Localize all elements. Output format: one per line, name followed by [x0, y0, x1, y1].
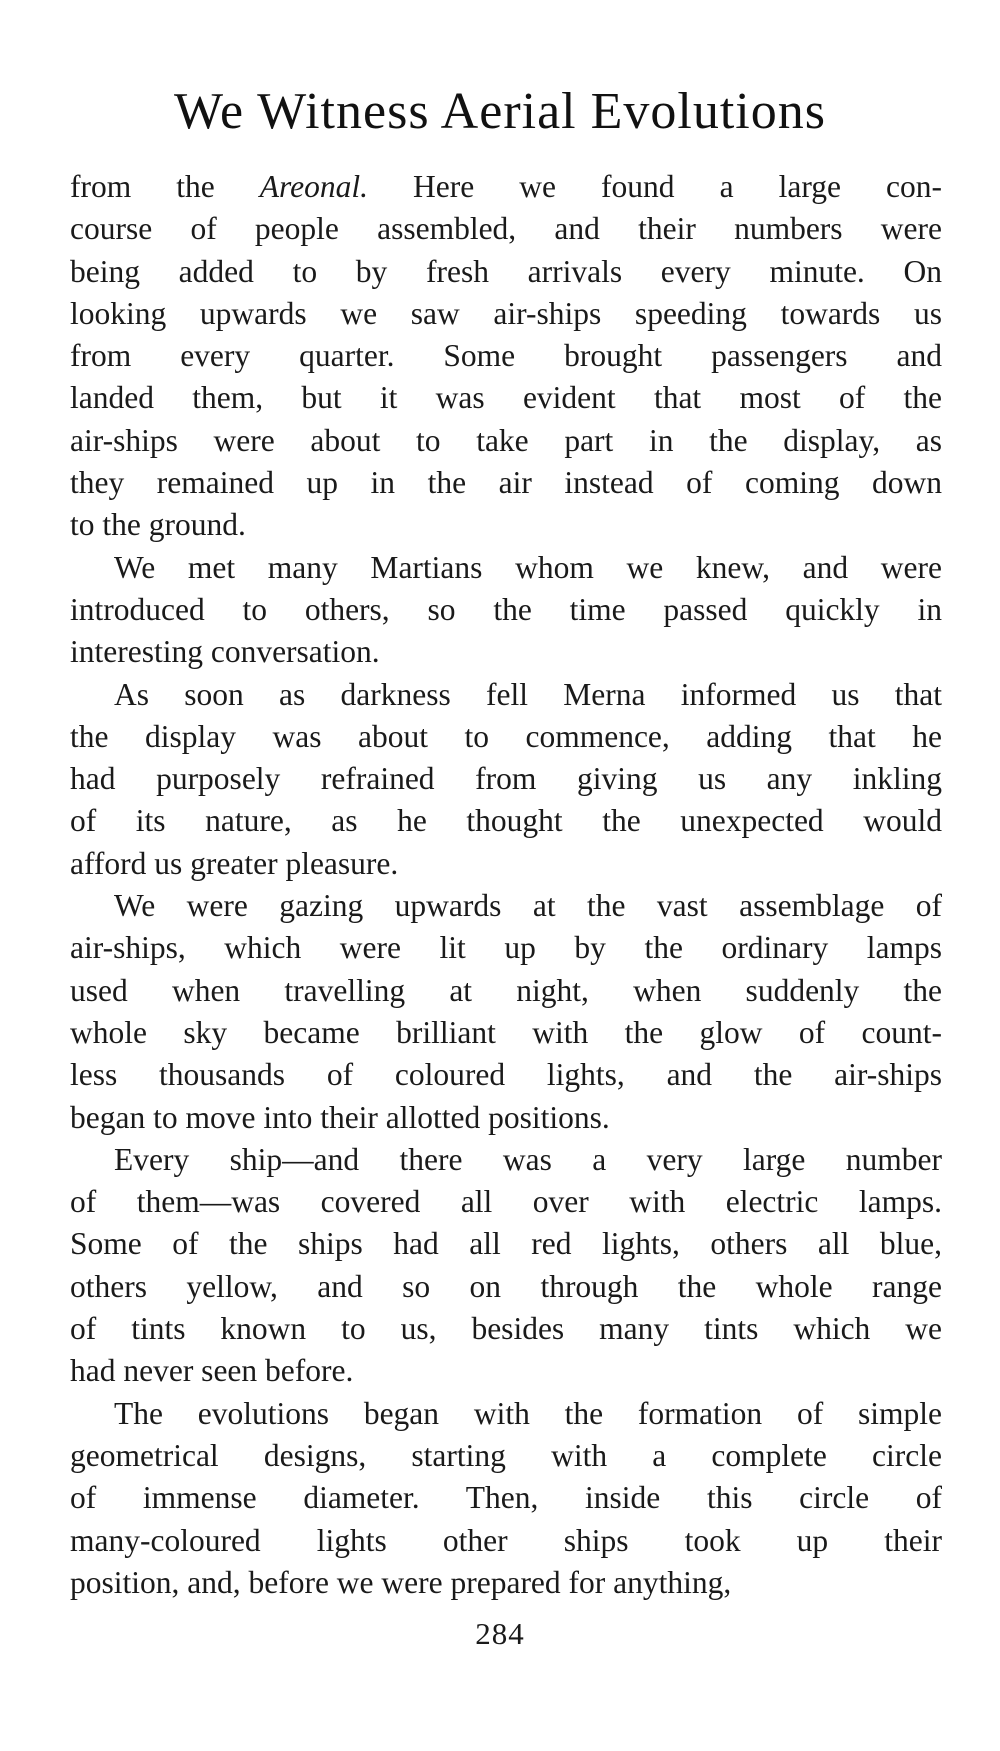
text-line: to the ground. [70, 507, 246, 543]
text-line: had never seen before. [70, 1353, 354, 1389]
text-line: of tints known to us, besides many tints which we [70, 1311, 942, 1347]
paragraph [70, 166, 942, 547]
ship-name: Areonal. [259, 169, 368, 204]
text-line: interesting conversation. [70, 634, 380, 670]
text-line: less thousands of coloured lights, and the air-ships [70, 1057, 942, 1093]
text-line: The evolutions began with the formation of simple [114, 1395, 942, 1431]
text-line [70, 166, 942, 208]
text-line: being added to by fresh arrivals every minute. On [70, 253, 942, 289]
body-text [70, 166, 942, 1604]
text-line: introduced to others, so the time passed quickly in [70, 591, 942, 627]
text-line: of its nature, as he thought the unexpected would [70, 803, 942, 839]
paragraph [70, 674, 942, 885]
text-line: Every ship—and there was a very large number [114, 1141, 942, 1177]
text-line: had purposely refrained from giving us any inkling [70, 761, 942, 797]
text-line: air-ships were about to take part in the display, as [70, 422, 942, 458]
text-line: We were gazing upwards at the vast assemblage of [114, 888, 942, 924]
running-head: We Witness Aerial Evolutions [174, 83, 826, 140]
paragraph [70, 885, 942, 1139]
text-line: from every quarter. Some brought passengers and [70, 338, 942, 374]
paragraph [70, 1393, 942, 1604]
text-line: As soon as darkness fell Merna informed us that [114, 676, 942, 712]
page-number: 284 [475, 1616, 525, 1651]
text-line: looking upwards we saw air-ships speeding towards us [70, 295, 942, 331]
text-line: afford us greater pleasure. [70, 845, 399, 881]
text-line: the display was about to commence, adding that he [70, 718, 942, 754]
text-line: Some of the ships had all red lights, others all blue, [70, 1226, 942, 1262]
text-line: others yellow, and so on through the whole range [70, 1268, 942, 1304]
text-line: whole sky became brilliant with the glow of count- [70, 1014, 942, 1050]
text-line: course of people assembled, and their numbers were [70, 211, 942, 247]
paragraph [70, 1139, 942, 1393]
text-segment: from the [70, 169, 260, 204]
text-line: began to move into their allotted positions. [70, 1099, 610, 1135]
text-line: used when travelling at night, when suddenly the [70, 972, 942, 1008]
text-line: geometrical designs, starting with a complete circle [70, 1437, 942, 1473]
text-line: We met many Martians whom we knew, and were [114, 549, 942, 585]
text-segment: Here we found a large con- [368, 169, 942, 204]
text-line: of them—was covered all over with electric lamps. [70, 1184, 942, 1220]
text-line: of immense diameter. Then, inside this circle of [70, 1480, 942, 1516]
text-line: air-ships, which were lit up by the ordinary lamps [70, 930, 942, 966]
text-line: landed them, but it was evident that most of the [70, 380, 942, 416]
paragraph [70, 547, 942, 674]
text-line: many-coloured lights other ships took up their [70, 1522, 942, 1558]
text-line: they remained up in the air instead of coming down [70, 465, 942, 501]
text-line: position, and, before we were prepared for anything, [70, 1564, 732, 1600]
